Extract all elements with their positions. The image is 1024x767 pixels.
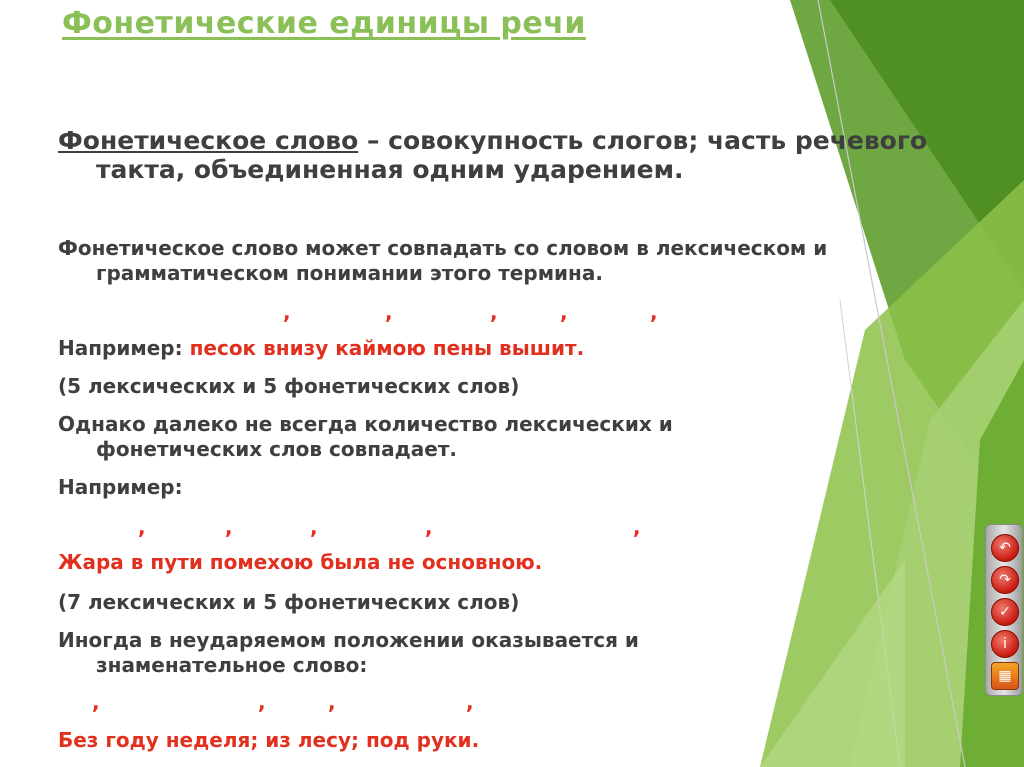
stress-mark: , xyxy=(283,300,291,324)
forward-icon[interactable]: ↷ xyxy=(991,566,1019,594)
definition-text: – совокупность слогов; часть речевого такта, объединенная одним ударением. xyxy=(96,126,928,184)
stress-mark: , xyxy=(92,690,100,714)
definition-paragraph xyxy=(58,126,996,184)
definition-term: Фонетическое слово xyxy=(58,126,359,155)
stress-mark: , xyxy=(225,515,233,539)
example-1-label: Например: xyxy=(58,336,190,360)
stress-mark: , xyxy=(138,515,146,539)
info-icon[interactable]: i xyxy=(991,630,1019,658)
stress-mark: , xyxy=(258,690,266,714)
example-2-label: Например: xyxy=(58,475,183,499)
example-3-sentence: Без году неделя; из лесу; под руки. xyxy=(58,728,480,752)
stress-mark: , xyxy=(490,300,498,324)
presentation-nav xyxy=(985,524,1023,696)
stress-mark: , xyxy=(385,300,393,324)
stress-mark: , xyxy=(633,515,641,539)
note-3-line-2: знаменательное слово: xyxy=(96,653,368,677)
stress-mark: , xyxy=(310,515,318,539)
check-icon[interactable]: ✓ xyxy=(991,598,1019,626)
slide-title: Фонетические единицы речи xyxy=(62,6,586,41)
paragraph-2: Фонетическое слово может совпадать со словом в лексическом и грамматическом понимании этого термина. xyxy=(58,236,828,285)
back-icon[interactable]: ↶ xyxy=(991,534,1019,562)
stress-mark: , xyxy=(650,300,658,324)
stress-mark: , xyxy=(328,690,336,714)
example-2-sentence: Жара в пути помехою была не основною. xyxy=(58,550,543,574)
note-3-line-1: Иногда в неударяемом положении оказывается и xyxy=(58,628,639,652)
stress-mark: , xyxy=(425,515,433,539)
grid-icon[interactable]: ▦ xyxy=(991,662,1019,690)
note-line-1: Однако далеко не всегда количество лексических и xyxy=(58,412,673,436)
example-1-sentence: песок внизу каймою пены вышит. xyxy=(189,336,585,360)
stress-mark: , xyxy=(466,690,474,714)
note-line-2: фонетических слов совпадает. xyxy=(96,437,458,461)
example-2-count: (7 лексических и 5 фонетических слов) xyxy=(58,590,520,614)
example-1-count: (5 лексических и 5 фонетических слов) xyxy=(58,374,520,398)
stress-mark: , xyxy=(560,300,568,324)
example-1-line xyxy=(58,336,584,360)
